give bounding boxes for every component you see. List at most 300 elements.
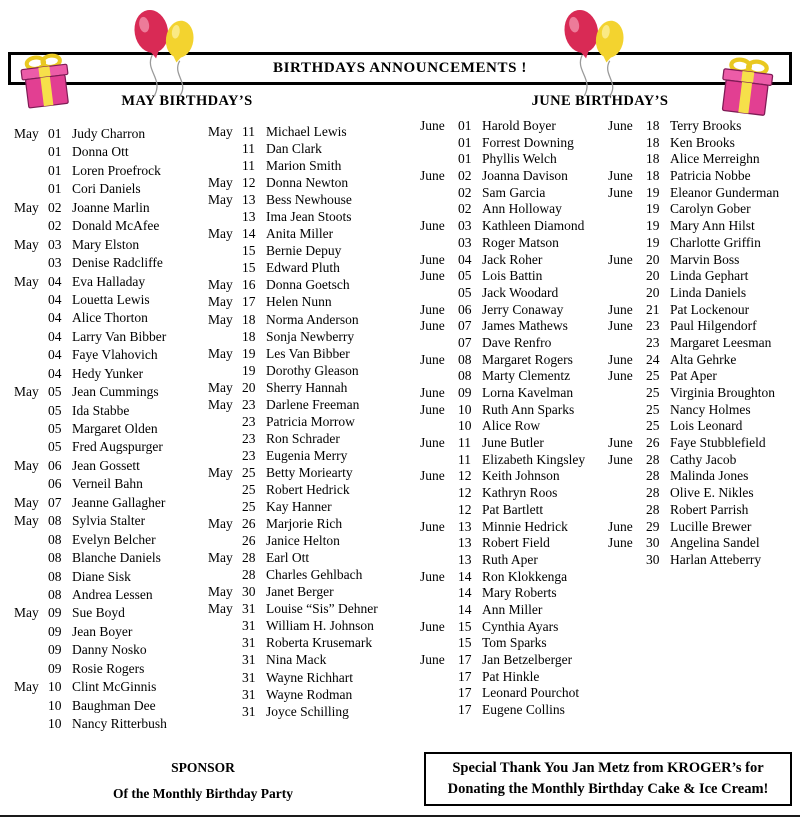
birthday-row	[14, 605, 167, 623]
person-name: Ron Klokkenga	[482, 568, 568, 584]
person-name: Alice Row	[482, 418, 541, 434]
person-name: Larry Van Bibber	[72, 328, 167, 344]
person-name: Margaret Rogers	[482, 351, 573, 367]
day-label: 18	[646, 151, 660, 167]
day-label: 11	[242, 141, 255, 157]
day-label: 30	[646, 551, 660, 567]
day-label: 06	[458, 301, 472, 317]
day-label: 08	[48, 550, 62, 566]
person-name: Kathryn Roos	[482, 485, 558, 501]
day-label: 28	[646, 451, 660, 467]
month-label: June	[420, 401, 445, 417]
day-label: 09	[48, 660, 62, 676]
birthday-row	[14, 679, 167, 697]
person-name: Mary Elston	[72, 236, 140, 252]
person-name: Bernie Depuy	[266, 243, 342, 259]
person-name: Linda Daniels	[670, 284, 747, 300]
month-label: May	[14, 126, 39, 141]
birthday-row	[608, 385, 779, 402]
sponsor-subtitle: Of the Monthly Birthday Party	[113, 786, 293, 801]
birthday-row	[420, 235, 585, 252]
day-label: 10	[48, 716, 62, 731]
day-label: 02	[458, 201, 472, 217]
birthday-row	[14, 661, 167, 679]
month-label: May	[208, 550, 233, 566]
person-name: Sherry Hannah	[266, 379, 348, 395]
day-label: 19	[646, 234, 660, 250]
birthday-row	[208, 516, 378, 533]
month-label: May	[14, 457, 39, 473]
balloons-right-icon	[548, 2, 643, 105]
person-name: Lois Leonard	[670, 418, 743, 434]
person-name: Norma Anderson	[266, 311, 359, 327]
birthday-row	[208, 687, 378, 704]
sponsor-title: SPONSOR	[171, 760, 235, 775]
day-label: 20	[646, 284, 660, 300]
month-label: June	[420, 351, 445, 367]
gift-right-icon	[712, 54, 784, 125]
day-label: 13	[242, 209, 256, 225]
birthday-row	[14, 569, 167, 587]
birthday-row	[420, 519, 585, 536]
month-label: May	[208, 345, 233, 361]
day-label: 15	[458, 635, 472, 651]
person-name: Les Van Bibber	[266, 345, 350, 361]
day-label: 05	[48, 439, 62, 455]
day-label: 17	[458, 702, 472, 718]
person-name: Andrea Lessen	[72, 586, 153, 602]
person-name: Jerry Conaway	[482, 301, 564, 317]
month-label: June	[420, 251, 445, 267]
day-label: 10	[458, 401, 472, 417]
day-label: 24	[646, 351, 660, 367]
day-label: 02	[458, 168, 472, 184]
day-label: 04	[48, 273, 62, 289]
birthday-row	[14, 329, 167, 347]
person-name: Roberta Krusemark	[266, 635, 373, 651]
birthday-row	[608, 151, 779, 168]
day-label: 10	[48, 697, 62, 713]
day-label: 25	[646, 401, 660, 417]
birthday-row	[420, 685, 585, 702]
birthday-row	[208, 670, 378, 687]
birthday-row	[14, 163, 167, 181]
month-label: June	[608, 251, 633, 267]
person-name: Janice Helton	[266, 533, 340, 549]
day-label: 12	[458, 468, 472, 484]
month-label: June	[420, 218, 445, 234]
person-name: Sue Boyd	[72, 605, 125, 621]
month-label: June	[608, 184, 633, 200]
birthday-row	[14, 347, 167, 365]
person-name: Angelina Sandel	[670, 535, 760, 551]
month-label: May	[208, 277, 233, 293]
birthday-row	[420, 552, 585, 569]
birthday-row	[420, 418, 585, 435]
month-label: June	[420, 118, 445, 133]
day-label: 08	[458, 351, 472, 367]
day-label: 01	[48, 144, 62, 160]
birthday-row	[14, 642, 167, 660]
person-name: Jean Boyer	[72, 623, 133, 639]
month-label: June	[608, 435, 633, 451]
day-label: 08	[458, 368, 472, 384]
day-label: 01	[458, 151, 472, 167]
day-label: 11	[458, 451, 471, 467]
birthday-row	[208, 499, 378, 516]
birthday-row	[14, 274, 167, 292]
birthday-row	[14, 181, 167, 199]
birthday-row	[420, 635, 585, 652]
month-label: June	[420, 568, 445, 584]
birthday-row	[420, 368, 585, 385]
birthday-row	[608, 502, 779, 519]
person-name: Nancy Holmes	[670, 401, 751, 417]
person-name: Linda Gephart	[670, 268, 749, 284]
day-label: 04	[48, 347, 62, 363]
birthday-row	[208, 192, 378, 209]
person-name: Nancy Ritterbush	[72, 716, 167, 731]
day-label: 10	[48, 679, 62, 695]
sponsor-block	[113, 760, 293, 802]
month-label: May	[208, 584, 233, 600]
person-name: Dan Clark	[266, 141, 322, 157]
day-label: 18	[646, 168, 660, 184]
day-label: 06	[48, 476, 62, 492]
birthday-row	[14, 218, 167, 236]
person-name: Cori Daniels	[72, 181, 141, 197]
person-name: Pat Aper	[670, 368, 717, 384]
month-label: June	[420, 268, 445, 284]
person-name: Donald McAfee	[72, 218, 160, 234]
may-section-header: MAY BIRTHDAY’S	[121, 93, 253, 109]
birthday-row	[208, 465, 378, 482]
month-label: June	[420, 468, 445, 484]
month-label: June	[608, 351, 633, 367]
day-label: 05	[458, 284, 472, 300]
day-label: 15	[242, 243, 256, 259]
day-label: 19	[242, 362, 256, 378]
birthday-row	[608, 435, 779, 452]
person-name: Alta Gehrke	[670, 351, 737, 367]
day-label: 18	[242, 311, 256, 327]
birthday-row	[420, 585, 585, 602]
person-name: Verneil Bahn	[72, 476, 143, 492]
birthday-row	[420, 619, 585, 636]
month-label: June	[608, 368, 633, 384]
day-label: 19	[242, 345, 256, 361]
person-name: Ron Schrader	[266, 430, 340, 446]
person-name: Forrest Downing	[482, 134, 574, 150]
birthday-row	[420, 535, 585, 552]
birthday-row	[208, 601, 378, 618]
birthday-row	[14, 237, 167, 255]
person-name: Lorna Kavelman	[482, 385, 574, 400]
birthday-row	[14, 384, 167, 402]
gift-left-icon	[14, 50, 80, 117]
birthday-row	[208, 346, 378, 363]
day-label: 21	[646, 301, 660, 317]
day-label: 18	[646, 134, 660, 150]
person-name: Alice Thorton	[72, 310, 148, 326]
birthday-row	[420, 602, 585, 619]
day-label: 23	[646, 318, 660, 334]
person-name: Lucille Brewer	[670, 518, 752, 534]
person-name: Eva Halladay	[72, 273, 146, 289]
person-name: Malinda Jones	[670, 468, 749, 484]
birthday-row	[608, 402, 779, 419]
day-label: 16	[242, 277, 256, 293]
person-name: Wayne Rodman	[266, 686, 353, 702]
birthday-row	[208, 397, 378, 414]
person-name: Virginia Broughton	[670, 385, 776, 400]
day-label: 18	[646, 118, 660, 133]
person-name: Kay Hanner	[266, 499, 332, 515]
day-label: 28	[646, 501, 660, 517]
day-label: 23	[242, 396, 256, 412]
month-label: May	[208, 464, 233, 480]
birthday-row	[420, 335, 585, 352]
person-name: Ima Jean Stoots	[266, 209, 352, 225]
birthday-row	[208, 414, 378, 431]
birthday-row	[608, 201, 779, 218]
birthday-row	[14, 532, 167, 550]
day-label: 08	[48, 531, 62, 547]
birthday-row	[208, 158, 378, 175]
day-label: 31	[242, 652, 256, 668]
person-name: Terry Brooks	[670, 118, 742, 133]
birthday-row	[14, 421, 167, 439]
day-label: 23	[646, 334, 660, 350]
person-name: Tom Sparks	[482, 635, 547, 651]
birthday-row	[608, 452, 779, 469]
month-label: May	[14, 236, 39, 252]
month-label: June	[608, 318, 633, 334]
day-label: 19	[646, 201, 660, 217]
birthday-row	[420, 185, 585, 202]
person-name: Danny Nosko	[72, 642, 147, 658]
person-name: Nina Mack	[266, 652, 327, 668]
birthday-row	[14, 587, 167, 605]
person-name: Pat Hinkle	[482, 668, 540, 684]
day-label: 30	[646, 535, 660, 551]
day-label: 03	[458, 234, 472, 250]
day-label: 05	[48, 384, 62, 400]
day-label: 14	[458, 568, 472, 584]
day-label: 11	[242, 124, 255, 139]
person-name: Louetta Lewis	[72, 291, 150, 307]
birthday-row	[608, 168, 779, 185]
birthday-row	[208, 141, 378, 158]
page-bottom-rule	[0, 815, 800, 817]
day-label: 10	[458, 418, 472, 434]
person-name: Earl Ott	[266, 550, 310, 566]
day-label: 19	[646, 218, 660, 234]
month-label: May	[14, 605, 39, 621]
person-name: Michael Lewis	[266, 124, 347, 139]
day-label: 19	[646, 184, 660, 200]
day-label: 31	[242, 686, 256, 702]
birthday-row	[608, 235, 779, 252]
birthday-row	[608, 485, 779, 502]
birthday-row	[208, 363, 378, 380]
person-name: Ruth Ann Sparks	[482, 401, 575, 417]
day-label: 04	[458, 251, 472, 267]
birthday-row	[208, 635, 378, 652]
day-label: 09	[48, 642, 62, 658]
day-label: 28	[646, 468, 660, 484]
birthday-row	[420, 702, 585, 719]
birthday-row	[208, 380, 378, 397]
person-name: Wayne Richhart	[266, 669, 354, 685]
birthday-row	[608, 368, 779, 385]
birthday-row	[420, 318, 585, 335]
person-name: Lois Battin	[482, 268, 543, 284]
month-label: May	[208, 124, 233, 139]
thank-you-box	[424, 752, 792, 806]
birthday-row	[208, 312, 378, 329]
balloons-left-icon	[118, 2, 213, 105]
day-label: 09	[48, 623, 62, 639]
day-label: 14	[458, 601, 472, 617]
day-label: 25	[242, 481, 256, 497]
birthday-row	[608, 519, 779, 536]
birthday-row	[208, 533, 378, 550]
person-name: Joanna Davison	[482, 168, 568, 184]
month-label: May	[14, 273, 39, 289]
person-name: Margaret Olden	[72, 421, 158, 436]
birthday-row	[608, 552, 779, 569]
day-label: 18	[242, 328, 256, 344]
person-name: Judy Charron	[72, 126, 146, 141]
month-label: June	[608, 451, 633, 467]
person-name: Donna Goetsch	[266, 277, 350, 293]
birthday-row	[420, 402, 585, 419]
month-label: May	[14, 384, 39, 400]
birthday-row	[420, 502, 585, 519]
month-label: May	[14, 513, 39, 529]
person-name: Faye Stubblefield	[670, 435, 766, 451]
day-label: 20	[242, 379, 256, 395]
day-label: 25	[646, 368, 660, 384]
day-label: 25	[646, 418, 660, 434]
birthday-row	[420, 352, 585, 369]
day-label: 26	[242, 533, 256, 549]
day-label: 28	[242, 567, 256, 583]
birthday-row	[208, 226, 378, 243]
birthday-row	[208, 567, 378, 584]
day-label: 01	[48, 181, 62, 197]
birthday-row	[608, 268, 779, 285]
person-name: Carolyn Gober	[670, 201, 751, 217]
month-label: May	[208, 311, 233, 327]
birthday-row	[420, 285, 585, 302]
person-name: June Butler	[482, 435, 544, 451]
person-name: Faye Vlahovich	[72, 347, 158, 363]
day-label: 04	[48, 291, 62, 307]
birthday-row	[208, 652, 378, 669]
month-label: June	[420, 301, 445, 317]
month-label: June	[420, 652, 445, 667]
day-label: 28	[242, 550, 256, 566]
birthday-row	[208, 550, 378, 567]
birthday-row	[420, 452, 585, 469]
person-name: Donna Ott	[72, 144, 129, 160]
day-label: 23	[242, 447, 256, 463]
day-label: 17	[242, 294, 256, 310]
day-label: 12	[242, 175, 256, 191]
person-name: Donna Newton	[266, 175, 349, 191]
birthday-row	[420, 669, 585, 686]
birthday-row	[14, 366, 167, 384]
person-name: Marion Smith	[266, 158, 342, 174]
birthday-row	[14, 310, 167, 328]
day-label: 31	[242, 618, 256, 634]
may-list-column-2	[208, 124, 378, 721]
day-label: 08	[48, 586, 62, 602]
day-label: 31	[242, 635, 256, 651]
thank-you-line-2: Donating the Monthly Birthday Cake & Ice Cream!	[447, 781, 769, 798]
person-name: Minnie Hedrick	[482, 518, 568, 534]
person-name: Jack Woodard	[482, 284, 559, 300]
birthday-row	[14, 144, 167, 162]
person-name: Charlotte Griffin	[670, 234, 761, 250]
person-name: Sam Garcia	[482, 184, 546, 200]
month-label: June	[608, 535, 633, 551]
birthday-row	[14, 698, 167, 716]
month-label: May	[208, 192, 233, 208]
day-label: 03	[48, 236, 62, 252]
day-label: 09	[458, 385, 472, 400]
person-name: Fred Augspurger	[72, 439, 163, 455]
birthday-row	[14, 200, 167, 218]
day-label: 29	[646, 518, 660, 534]
person-name: Eugene Collins	[482, 702, 565, 718]
birthday-row	[208, 448, 378, 465]
person-name: James Mathews	[482, 318, 568, 334]
person-name: Sonja Newberry	[266, 328, 355, 344]
month-label: May	[208, 516, 233, 532]
birthday-row	[608, 285, 779, 302]
day-label: 20	[646, 251, 660, 267]
day-label: 01	[458, 118, 472, 133]
day-label: 01	[458, 134, 472, 150]
person-name: Blanche Daniels	[72, 550, 161, 566]
person-name: Jeanne Gallagher	[72, 494, 166, 510]
person-name: Marvin Boss	[670, 251, 740, 267]
person-name: William H. Johnson	[266, 618, 374, 634]
person-name: Anita Miller	[266, 226, 334, 242]
person-name: Loren Proefrock	[72, 162, 161, 178]
person-name: Robert Parrish	[670, 501, 749, 517]
month-label: June	[420, 318, 445, 334]
birthday-row	[608, 135, 779, 152]
birthday-row	[208, 482, 378, 499]
day-label: 12	[458, 501, 472, 517]
person-name: Elizabeth Kingsley	[482, 451, 586, 467]
day-label: 07	[458, 318, 472, 334]
day-label: 25	[242, 464, 256, 480]
month-label: June	[420, 168, 445, 184]
birthday-row	[14, 458, 167, 476]
person-name: Ken Brooks	[670, 134, 735, 150]
person-name: Rosie Rogers	[72, 660, 145, 676]
birthday-row	[208, 704, 378, 721]
month-label: May	[208, 601, 233, 617]
person-name: Pat Lockenour	[670, 301, 750, 317]
month-label: June	[420, 385, 445, 400]
month-label: May	[208, 226, 233, 242]
